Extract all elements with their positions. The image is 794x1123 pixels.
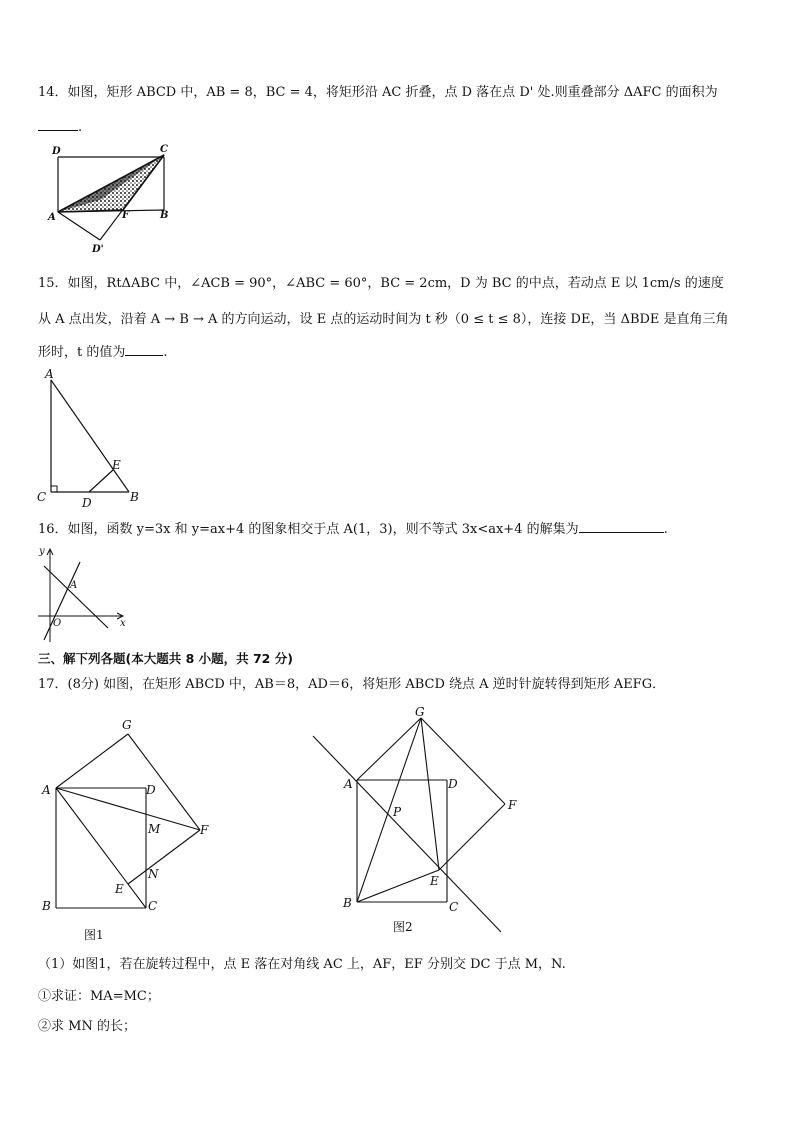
q16-line-y-3x [44, 562, 80, 640]
q15-answer-blank[interactable] [125, 343, 163, 356]
q14-text-line2 [38, 118, 82, 137]
fig2-line-ae-extended [313, 736, 501, 932]
fig1-label-d: D [146, 783, 156, 797]
fig2-caption: 图2 [393, 920, 413, 934]
q15-label-c: C [37, 490, 47, 504]
q17-item1: ①求证：MA=MC； [38, 989, 160, 1004]
fig1-label-c: C [148, 899, 158, 913]
fig1-caption: 图1 [84, 928, 104, 942]
fig1-diagonal-ac [56, 788, 146, 908]
q15-text-line1: 15．如图，RtΔABC 中，∠ACB = 90°，∠ABC = 60°，BC = 2cm，D 为 BC 的中点，若动点 E 以 1cm/s 的速度 [38, 276, 724, 291]
fig1-edge-gf [128, 734, 200, 830]
fig2-label-p: P [393, 805, 402, 819]
fig2-segment-ge [421, 718, 439, 870]
q15-text-line3-start: 形时，t 的值为 [38, 345, 126, 360]
fig1-edge-ag [56, 734, 128, 788]
q15-right-angle-mark [51, 486, 57, 492]
fig2-label-d: D [448, 777, 458, 791]
fig2-segment-be [357, 870, 439, 902]
q17-part1: （1）如图1，若在旋转过程中，点 E 落在对角线 AC 上，AF，EF 分别交 DC 于点 M，N. [38, 957, 566, 972]
q14-label-b: B [160, 210, 169, 221]
q15-label-b: B [130, 490, 139, 504]
fig1-label-n: N [148, 867, 159, 881]
q14-label-d-prime: D' [92, 244, 104, 255]
fig1-label-e: E [115, 882, 124, 896]
q16-answer-blank[interactable] [579, 520, 664, 533]
q15-edge-ab [51, 380, 129, 492]
q14-edge-ad-prime [58, 212, 100, 240]
q16-period: . [663, 522, 668, 537]
q14-label-f: F [122, 210, 130, 221]
fig1-label-g: G [122, 718, 132, 732]
q16-label-a: A [70, 580, 78, 591]
q15-label-a: A [45, 367, 54, 381]
q16-label-y: y [39, 546, 45, 557]
section3-title: 三、解下列各题(本大题共 8 小题，共 72 分) [38, 651, 293, 666]
q16-text [38, 520, 668, 539]
q15-label-d: D [82, 496, 92, 510]
q14-label-a: A [48, 212, 56, 223]
fig2-label-g: G [415, 705, 425, 719]
q15-figure [35, 366, 150, 511]
fig1-segment-af [56, 788, 200, 830]
q16-label-x: x [120, 618, 126, 629]
fig2-segment-bg [357, 718, 421, 902]
q17-figure-1 [36, 712, 226, 948]
q14-text-line1: 14．如图，矩形 ABCD 中，AB = 8，BC = 4，将矩形沿 AC 折叠，点 D 落在点 D' 处.则重叠部分 ΔAFC 的面积为 [38, 85, 718, 100]
q15-segment-de [89, 470, 113, 492]
q17-text: 17．(8分) 如图，在矩形 ABCD 中，AB＝8，AD＝6，将矩形 ABCD 绕点 A 逆时针旋转得到矩形 AEFG． [38, 677, 666, 692]
fig2-label-e: E [430, 874, 439, 888]
q15-text-line3 [38, 343, 168, 362]
fig2-edge-ag [357, 718, 421, 780]
q16-label-o: O [53, 618, 62, 629]
fig1-label-b: B [42, 899, 51, 913]
q14-period: . [78, 120, 83, 135]
fig2-label-b: B [343, 896, 352, 910]
q15-text-line2: 从 A 点出发，沿着 A → B → A 的方向运动，设 E 点的运动时间为 t 秒（0 ≤ t ≤ 8），连接 DE，当 ΔBDE 是直角三角 [38, 312, 729, 327]
fig1-label-a: A [42, 783, 51, 797]
q15-label-e: E [112, 458, 121, 472]
q14-label-d: D [52, 146, 61, 157]
fig1-label-f: F [200, 823, 209, 837]
q16-text-start: 16．如图，函数 y=3x 和 y=ax+4 的图象相交于点 A(1，3)，则不等式 3x<ax+4 的解集为 [38, 522, 579, 537]
fig2-label-c: C [449, 900, 459, 914]
q14-answer-blank[interactable] [38, 118, 78, 131]
fig2-label-f: F [508, 798, 517, 812]
q17-figure-2 [305, 700, 535, 940]
fig2-edge-fe [439, 804, 505, 870]
q17-item2: ②求 MN 的长； [38, 1019, 136, 1034]
q16-figure [36, 542, 131, 644]
fig2-label-a: A [344, 777, 353, 791]
q15-period: . [163, 345, 168, 360]
fig2-edge-gf [421, 718, 505, 804]
fig1-label-m: M [148, 822, 161, 836]
q14-figure [40, 140, 180, 258]
q14-label-c: C [160, 144, 168, 155]
fig1-edge-fe [128, 830, 200, 884]
